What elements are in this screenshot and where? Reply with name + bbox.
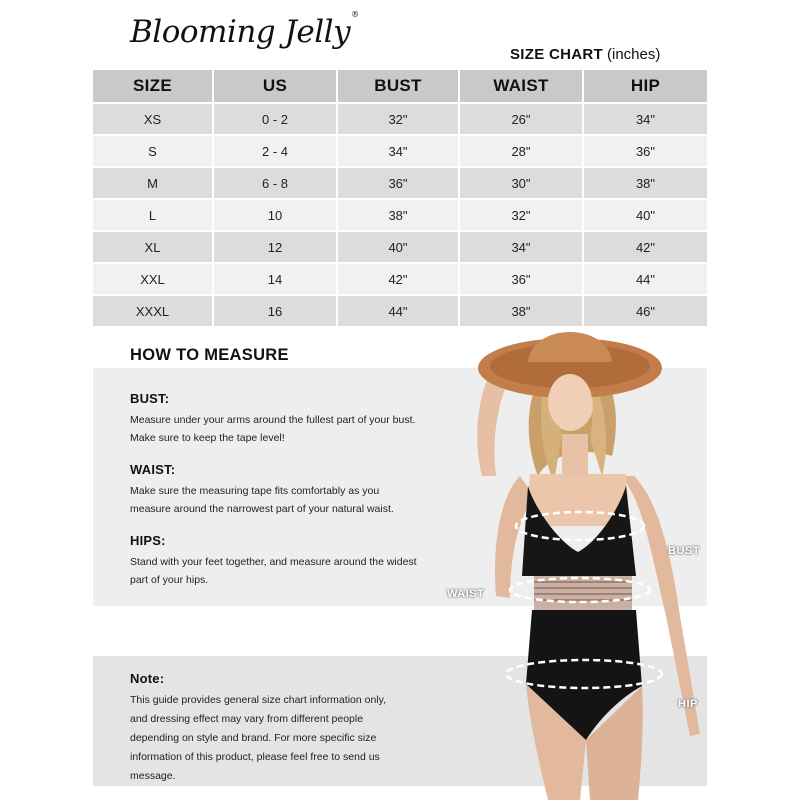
how-to-measure-title: HOW TO MEASURE [130, 346, 289, 364]
cell-us: 10 [213, 199, 337, 231]
waist-text-line: Make sure the measuring tape fits comfortably as you [130, 485, 380, 497]
brand-name: Blooming Jelly [130, 14, 351, 50]
table-header-row [93, 70, 707, 103]
cell-bust: 44" [337, 295, 459, 326]
cell-us: 12 [213, 231, 337, 263]
cell-hip: 40" [583, 199, 707, 231]
cell-waist: 34" [459, 231, 583, 263]
cell-us: 16 [213, 295, 337, 326]
cell-size: XXXL [93, 295, 213, 326]
waist-label: WAIST [447, 588, 485, 600]
header-us: US [213, 70, 337, 103]
header-waist: WAIST [459, 70, 583, 103]
cell-waist: 38" [459, 295, 583, 326]
bust-instructions [130, 391, 450, 447]
hips-heading: HIPS: [130, 533, 166, 548]
cell-bust: 32" [337, 103, 459, 135]
table-row [93, 135, 707, 167]
cell-size: M [93, 167, 213, 199]
note-block [130, 671, 430, 786]
waist-text-line: measure around the narrowest part of your natural waist. [130, 503, 394, 515]
cell-size: L [93, 199, 213, 231]
cell-bust: 38" [337, 199, 459, 231]
cell-hip: 38" [583, 167, 707, 199]
table-row [93, 167, 707, 199]
table-row [93, 295, 707, 326]
size-chart-title-text: SIZE CHART [510, 46, 603, 63]
note-text-line: depending on style and brand. For more specific size [130, 732, 377, 744]
table-row [93, 263, 707, 295]
bust-heading: BUST: [130, 391, 170, 406]
header-hip: HIP [583, 70, 707, 103]
model-photo [430, 326, 730, 800]
cell-waist: 26" [459, 103, 583, 135]
cell-bust: 36" [337, 167, 459, 199]
cell-hip: 46" [583, 295, 707, 326]
cell-hip: 36" [583, 135, 707, 167]
waist-instructions [130, 462, 450, 518]
cell-waist: 30" [459, 167, 583, 199]
cell-hip: 42" [583, 231, 707, 263]
size-chart-title [510, 46, 660, 63]
cell-hip: 44" [583, 263, 707, 295]
cell-hip: 34" [583, 103, 707, 135]
cell-size: XXL [93, 263, 213, 295]
note-text-line: This guide provides general size chart information only, [130, 694, 387, 706]
bust-label: BUST [668, 545, 700, 557]
note-text-line: message. [130, 770, 176, 782]
table-row [93, 103, 707, 135]
cell-waist: 28" [459, 135, 583, 167]
cell-size: XS [93, 103, 213, 135]
table-row [93, 199, 707, 231]
registered-mark: ® [351, 9, 359, 19]
waist-heading: WAIST: [130, 462, 176, 477]
cell-us: 2 - 4 [213, 135, 337, 167]
cell-us: 0 - 2 [213, 103, 337, 135]
note-text-line: information of this product, please feel free to send us [130, 751, 380, 763]
hip-label: HIP [678, 698, 698, 710]
cell-bust: 40" [337, 231, 459, 263]
table-row [93, 231, 707, 263]
cell-size: S [93, 135, 213, 167]
cell-us: 6 - 8 [213, 167, 337, 199]
cell-bust: 34" [337, 135, 459, 167]
hips-text-line: part of your hips. [130, 574, 209, 586]
size-chart-table [93, 70, 707, 326]
header-bust: BUST [337, 70, 459, 103]
cell-size: XL [93, 231, 213, 263]
brand-logo [130, 9, 359, 50]
cell-bust: 42" [337, 263, 459, 295]
hips-text-line: Stand with your feet together, and measure around the widest [130, 556, 417, 568]
cell-us: 14 [213, 263, 337, 295]
bust-text-line: Make sure to keep the tape level! [130, 432, 285, 444]
hips-instructions [130, 533, 450, 589]
size-chart-unit: (inches) [607, 46, 661, 63]
header-size: SIZE [93, 70, 213, 103]
note-text-line: and dressing effect may vary from different people [130, 713, 364, 725]
cell-waist: 36" [459, 263, 583, 295]
cell-waist: 32" [459, 199, 583, 231]
model-illustration [430, 326, 730, 800]
bust-text-line: Measure under your arms around the fullest part of your bust. [130, 414, 416, 426]
note-heading: Note: [130, 671, 165, 686]
